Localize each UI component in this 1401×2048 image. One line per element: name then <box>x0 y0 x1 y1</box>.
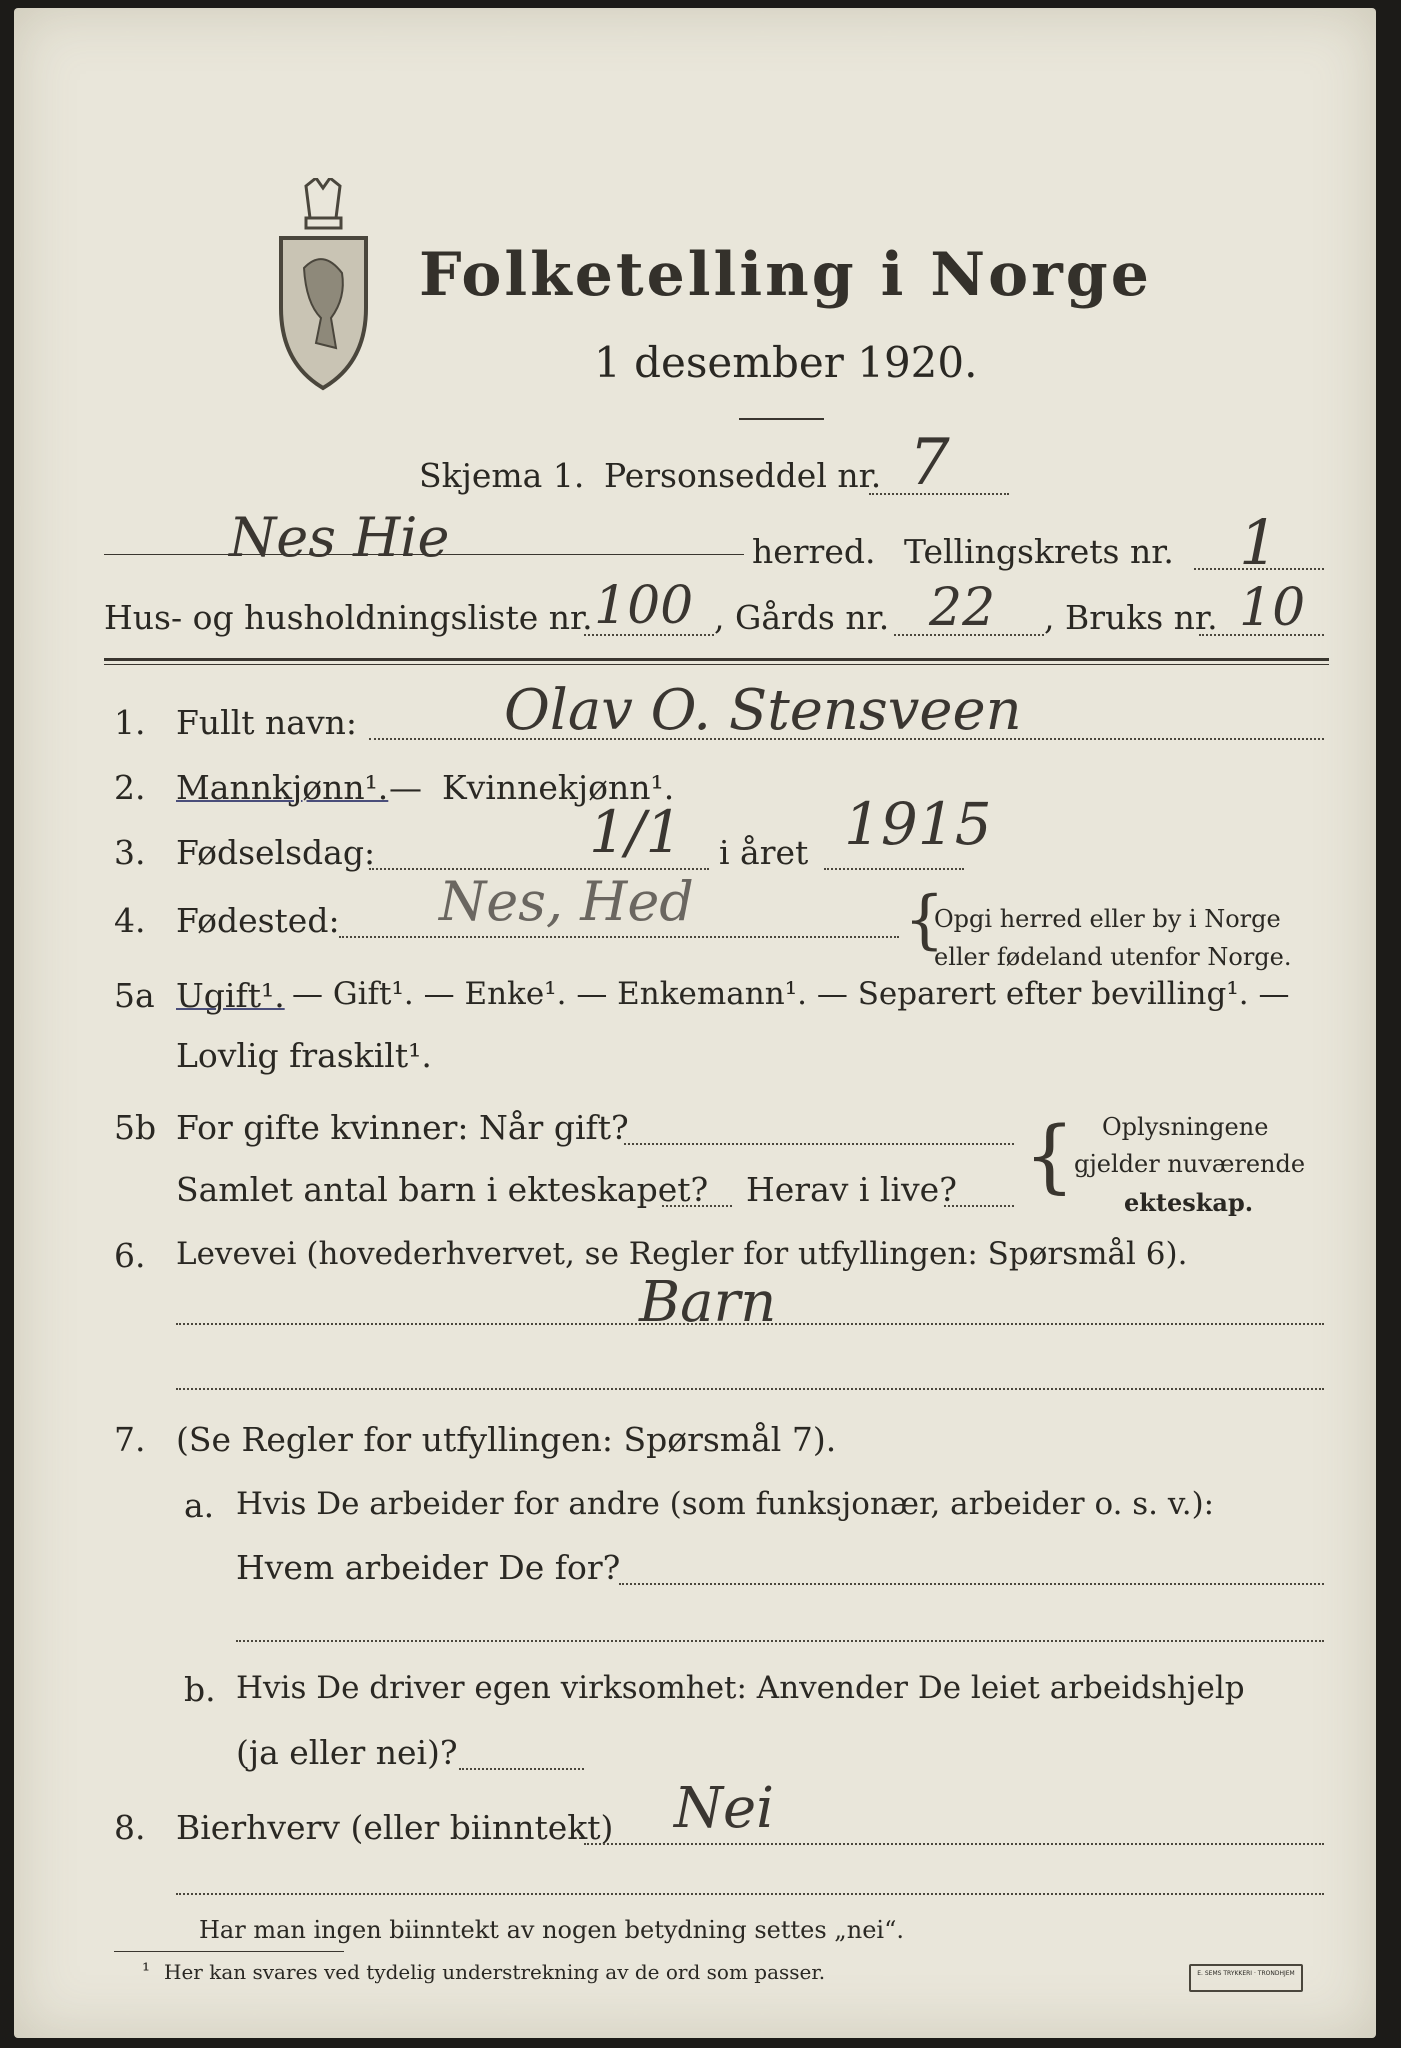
q7a-employer-label: Hvem arbeider De for? <box>236 1548 621 1587</box>
q1-number: 1. <box>114 703 146 742</box>
bruks-label: , Bruks nr. <box>1044 598 1218 637</box>
q5b-label-married: For gifte kvinner: Når gift? <box>176 1108 629 1147</box>
skjema-label: Skjema 1. <box>419 456 585 495</box>
q6-number: 6. <box>114 1236 146 1275</box>
q5a-options[interactable]: — Gift¹. — Enke¹. — Enkemann¹. — Separert efter bevilling¹. — <box>292 976 1290 1012</box>
q8-label: Bierhverv (eller biinntekt) <box>176 1808 614 1847</box>
q5b-note-3: ekteskap. <box>1124 1188 1254 1217</box>
q5b-note-2: gjelder nuværende <box>1074 1150 1306 1178</box>
q8-value[interactable]: Nei <box>674 1776 775 1841</box>
personseddel-value[interactable]: 7 <box>909 426 950 500</box>
herred-label: herred. <box>752 532 876 571</box>
personseddel-label: Personseddel nr. <box>604 456 882 495</box>
q7a-number: a. <box>184 1486 215 1525</box>
tellingskrets-label: Tellingskrets nr. <box>904 532 1174 571</box>
hus-label: Hus- og husholdningsliste nr. <box>104 598 593 637</box>
q3-number: 3. <box>114 833 146 872</box>
tellingskrets-value[interactable]: 1 <box>1239 506 1279 579</box>
form-date: 1 desember 1920. <box>594 338 978 387</box>
q5b-label-children: Samlet antal barn i ekteskapet? <box>176 1170 709 1209</box>
coat-of-arms-icon <box>276 178 371 393</box>
q5a-number: 5a <box>114 976 155 1015</box>
gards-value[interactable]: 22 <box>929 578 996 638</box>
q1-value[interactable]: Olav O. Stensveen <box>504 678 1022 743</box>
q5b-label-alive: Herav i live? <box>746 1170 957 1209</box>
q2-female-option[interactable]: Kvinnekjønn¹. <box>442 768 675 807</box>
q5b-alive-line <box>944 1205 1014 1207</box>
gards-label: , Gårds nr. <box>714 598 890 637</box>
census-form <box>14 8 1376 2038</box>
herred-value[interactable]: Nes Hie <box>229 506 450 569</box>
q4-note-1: Opgi herred eller by i Norge <box>934 905 1281 933</box>
q5b-married-line <box>624 1143 1014 1145</box>
q5a-ugift-option[interactable]: Ugift¹. <box>176 976 285 1015</box>
bruks-value[interactable]: 10 <box>1239 578 1306 638</box>
q7b-answer-line <box>459 1768 584 1770</box>
q5b-note-1: Oplysningene <box>1102 1113 1269 1141</box>
title-divider <box>739 418 824 420</box>
q4-label: Fødested: <box>176 901 340 940</box>
q4-brace: { <box>904 883 945 957</box>
q6-value[interactable]: Barn <box>639 1270 777 1335</box>
q7a-line-2 <box>236 1640 1324 1642</box>
printer-stamp-text: E. SEMS TRYKKERI · TRONDHJEM <box>1197 1970 1295 1977</box>
q7-label: (Se Regler for utfyllingen: Spørsmål 7). <box>176 1420 837 1459</box>
hus-value[interactable]: 100 <box>594 576 694 636</box>
q4-value[interactable]: Nes, Hed <box>439 870 694 933</box>
header-divider <box>104 658 1329 661</box>
q5b-children-line <box>662 1205 732 1207</box>
q3-year-label: i året <box>719 833 809 872</box>
q3-day-value[interactable]: 1/1 <box>589 798 683 866</box>
q8-line-2 <box>176 1893 1324 1895</box>
q7b-answer-label: (ja eller nei)? <box>236 1733 458 1772</box>
q7a-employer-line <box>619 1583 1324 1585</box>
q7b-number: b. <box>184 1670 216 1709</box>
footnote-text: Her kan svares ved tydelig understrekning av de ord som passer. <box>164 1960 826 1984</box>
q5b-number: 5b <box>114 1108 157 1147</box>
q4-line <box>339 936 899 938</box>
q7a-question: Hvis De arbeider for andre (som funksjonær, arbeider o. s. v.): <box>236 1486 1215 1522</box>
q2-separator: — <box>389 768 422 807</box>
header-divider-2 <box>104 664 1329 665</box>
q8-note: Har man ingen biinntekt av nogen betydning settes „nei“. <box>199 1916 904 1944</box>
q4-note-2: eller fødeland utenfor Norge. <box>934 943 1292 971</box>
footnote-divider <box>114 1951 344 1952</box>
q7-number: 7. <box>114 1420 146 1459</box>
q8-line <box>584 1843 1324 1845</box>
form-title: Folketelling i Norge <box>419 240 1152 310</box>
q7b-question: Hvis De driver egen virksomhet: Anvender De leiet arbeidshjelp <box>236 1670 1245 1706</box>
q3-label: Fødselsdag: <box>176 833 376 872</box>
q2-male-option[interactable]: Mannkjønn¹. <box>176 768 389 807</box>
q5b-brace: { <box>1024 1109 1075 1202</box>
q4-number: 4. <box>114 901 146 940</box>
q2-number: 2. <box>114 768 146 807</box>
q3-year-line <box>824 868 964 870</box>
q6-label: Levevei (hovederhvervet, se Regler for utfyllingen: Spørsmål 6). <box>176 1236 1188 1272</box>
printer-stamp <box>1189 1964 1303 1992</box>
q3-year-value[interactable]: 1915 <box>844 790 992 858</box>
q6-line-2 <box>176 1388 1324 1390</box>
q1-label: Fullt navn: <box>176 703 357 742</box>
q5a-lovlig-fraskilt[interactable]: Lovlig fraskilt¹. <box>176 1036 432 1075</box>
footnote-mark: ¹ <box>142 1958 151 1982</box>
q8-number: 8. <box>114 1808 146 1847</box>
q6-line-1 <box>176 1323 1324 1325</box>
